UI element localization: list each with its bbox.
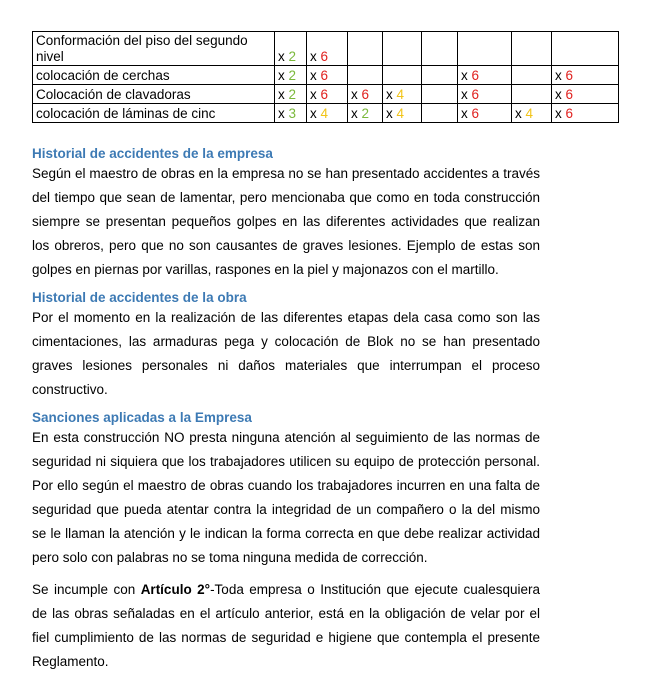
rating-mark: x [461, 68, 468, 83]
rating-mark: x [310, 49, 317, 64]
rating-mark: x [555, 87, 562, 102]
rating-cell [307, 85, 348, 104]
rating-cell [348, 85, 383, 104]
table-row [33, 32, 619, 66]
rating-mark: x [351, 106, 358, 121]
activity-cell: colocación de cerchas [33, 66, 275, 85]
activity-cell: Conformación del piso del segundo nivel [33, 32, 275, 66]
table-row [33, 104, 619, 123]
rating-cell [348, 66, 383, 85]
rating-cell [552, 85, 619, 104]
rating-cell [348, 32, 383, 66]
section-sanctions [32, 410, 540, 674]
section-paragraph: Según el maestro de obras en la empresa no se han presentado accidentes a través del tiempo que sean de lamentar, pero mencionaba que como en toda construcción siempre se presentan pequeños golpes en las diferentes actividades que realizan los obreros, pero que no son causantes de graves lesiones. Ejemplo de estas son golpes en piernas por varillas, raspones en la piel y majonazos con el martillo. [32, 166, 540, 277]
rating-cell [275, 32, 307, 66]
rating-mark: x [515, 106, 522, 121]
rating-mark: x [278, 68, 285, 83]
rating-mark: x [386, 106, 393, 121]
article-paragraph [32, 578, 540, 674]
rating-cell [307, 32, 348, 66]
rating-mark: x [351, 87, 358, 102]
rating-mark: x [278, 106, 285, 121]
rating-cell [552, 66, 619, 85]
rating-cell [552, 32, 619, 66]
rating-mark: x [555, 68, 562, 83]
rating-cell [383, 85, 422, 104]
rating-value: 3 [288, 106, 297, 121]
rating-value: 6 [565, 87, 574, 102]
activity-cell: colocación de láminas de cinc [33, 104, 275, 123]
rating-value: 6 [320, 87, 329, 102]
rating-value: 6 [565, 68, 574, 83]
rating-value: 6 [320, 49, 329, 64]
rating-cell [552, 104, 619, 123]
rating-value: 4 [525, 106, 534, 121]
rating-cell [512, 66, 552, 85]
rating-cell [422, 32, 458, 66]
rating-value: 6 [361, 87, 370, 102]
rating-mark: x [310, 106, 317, 121]
section-company-accidents [32, 146, 540, 282]
section-heading: Historial de accidentes de la empresa [32, 146, 273, 161]
rating-value: 2 [288, 49, 297, 64]
rating-cell [275, 104, 307, 123]
rating-cell [348, 104, 383, 123]
risk-table [32, 31, 619, 123]
rating-value: 6 [471, 106, 480, 121]
rating-mark: x [461, 106, 468, 121]
section-heading: Sanciones aplicadas a la Empresa [32, 410, 252, 425]
article-text: -Toda empresa o Institución que ejecute cualesquiera de las obras señaladas en el artículo anterior, está en la obligación de velar por el fiel cumplimiento de las normas de seguridad e higiene que contempla el presente Reglamento. [32, 582, 540, 669]
rating-cell [422, 85, 458, 104]
rating-cell [458, 85, 512, 104]
rating-cell [307, 66, 348, 85]
section-paragraph: Por el momento en la realización de las diferentes etapas dela casa como son las cimentaciones, las armaduras pega y colocación de Blok no se han presentado graves lesiones personales ni daños materiales que interrumpan el proceso constructivo. [32, 310, 540, 397]
rating-cell [512, 85, 552, 104]
rating-value: 2 [288, 68, 297, 83]
rating-cell [275, 66, 307, 85]
activity-cell: Colocación de clavadoras [33, 85, 275, 104]
rating-mark: x [278, 49, 285, 64]
table-row [33, 85, 619, 104]
rating-value: 2 [361, 106, 370, 121]
rating-value: 6 [320, 68, 329, 83]
rating-cell [275, 85, 307, 104]
rating-mark: x [386, 87, 393, 102]
rating-mark: x [310, 68, 317, 83]
rating-cell [512, 104, 552, 123]
rating-cell [307, 104, 348, 123]
rating-value: 6 [471, 87, 480, 102]
rating-cell [458, 66, 512, 85]
section-paragraph: En esta construcción NO presta ninguna atención al seguimiento de las normas de seguridad ni siquiera que los trabajadores utilicen su equipo de protección personal. Por ello según el maestro de obras cuando los trabajadores incurren en una falta de seguridad que pueda atentar contra la integridad de un compañero o la del mismo se le llaman la atención y le indican la forma correcta en que debe realizar actividad pero solo con palabras no se toma ninguna medida de corrección. [32, 430, 540, 565]
rating-cell [512, 32, 552, 66]
rating-cell [383, 66, 422, 85]
rating-mark: x [310, 87, 317, 102]
rating-cell [458, 104, 512, 123]
rating-cell [458, 32, 512, 66]
rating-value: 4 [396, 106, 405, 121]
rating-value: 2 [288, 87, 297, 102]
rating-cell [422, 104, 458, 123]
rating-value: 4 [320, 106, 329, 121]
rating-value: 4 [396, 87, 405, 102]
rating-value: 6 [471, 68, 480, 83]
table-row [33, 66, 619, 85]
section-site-accidents [32, 290, 540, 402]
risk-table-body [33, 32, 619, 123]
rating-cell [422, 66, 458, 85]
rating-cell [383, 32, 422, 66]
section-heading: Historial de accidentes de la obra [32, 290, 247, 305]
rating-cell [383, 104, 422, 123]
rating-mark: x [461, 87, 468, 102]
article-prefix: Se incumple con [32, 582, 141, 597]
article-reference: Artículo 2° [140, 582, 211, 597]
rating-value: 6 [565, 106, 574, 121]
rating-mark: x [278, 87, 285, 102]
rating-mark: x [555, 106, 562, 121]
